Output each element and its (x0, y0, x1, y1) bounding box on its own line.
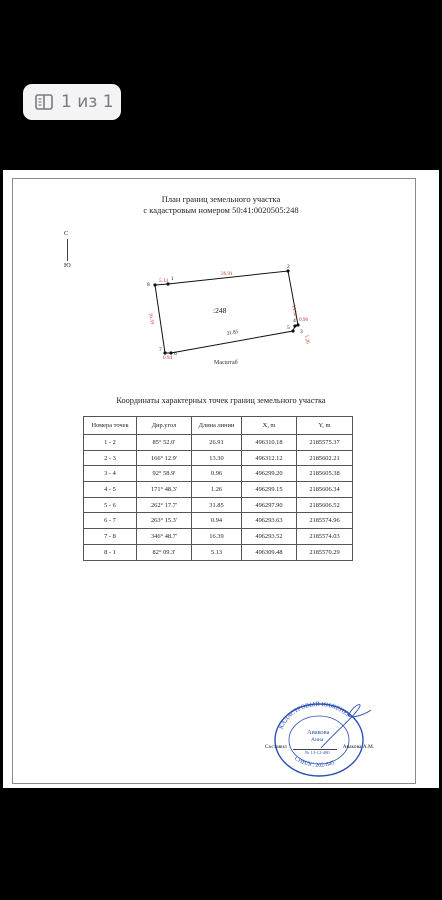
cell: 5.13 (192, 544, 242, 560)
page-counter-badge[interactable] (23, 84, 121, 120)
boundary-point-3 (296, 323, 299, 326)
length-label-1-2: 26.91 (221, 271, 233, 277)
cell: 26.91 (192, 435, 242, 451)
boundary-point-8 (153, 283, 156, 286)
length-label-3-4: 0.96 (299, 317, 309, 323)
signature-line (265, 744, 405, 750)
stamp-id: № 13-12-480 (305, 750, 330, 755)
length-label-7-8: 16.39 (147, 312, 155, 325)
cell: 2185605.38 (297, 466, 353, 482)
stamp-name: Авакова (307, 729, 330, 736)
cell: 8 - 1 (84, 544, 137, 560)
point-label-7: 7 (159, 347, 162, 353)
cell: 31.85 (192, 497, 242, 513)
signature-role: Составил (265, 744, 287, 750)
cell: 0.94 (192, 513, 242, 529)
cell: 263° 15.3' (137, 513, 192, 529)
table-row (84, 497, 353, 513)
point-label-1: 1 (171, 276, 174, 282)
cell: 85° 52.0' (137, 435, 192, 451)
cell: 346° 48.7' (137, 529, 192, 545)
length-label-2-3: 13.30 (290, 304, 298, 317)
cell: 13.30 (192, 450, 242, 466)
document-subtitle: с кадастровым номером 50:41:0020505:248 (143, 205, 299, 215)
point-label-2: 2 (287, 264, 290, 270)
cell: 3 - 4 (84, 466, 137, 482)
point-label-5: 5 (287, 325, 290, 331)
north-arrow (61, 230, 75, 272)
cell: 2185602.21 (297, 450, 353, 466)
cell: 496299.20 (242, 466, 297, 482)
table-header-row (84, 417, 353, 435)
cell: 262° 17.7' (137, 497, 192, 513)
cell: 166° 12.9' (137, 450, 192, 466)
cell: 5 - 6 (84, 497, 137, 513)
cell: 1 - 2 (84, 435, 137, 451)
cell: 0.96 (192, 466, 242, 482)
stamp-ring-top-text: КАДАСТРОВЫЙ ИНЖЕНЕР (277, 700, 352, 731)
cell: 2185570.29 (297, 544, 353, 560)
table-row (84, 435, 353, 451)
length-label-8-1: 5.13 (159, 278, 169, 284)
parcel-boundary (155, 271, 298, 353)
north-arrow-line (67, 239, 68, 261)
cell: 496309.48 (242, 544, 297, 560)
cell: 7 - 8 (84, 529, 137, 545)
cell: 2185606.34 (297, 482, 353, 498)
stamp-name2: Анна (311, 737, 324, 743)
north-label: С (64, 230, 69, 237)
cell: 82° 09.3' (137, 544, 192, 560)
cell: 171° 48.3' (137, 482, 192, 498)
cell: 2185606.52 (297, 497, 353, 513)
south-label: Ю (64, 262, 71, 269)
book-icon (35, 94, 53, 110)
table-row (84, 466, 353, 482)
table-row (84, 529, 353, 545)
point-label-8: 8 (147, 282, 150, 288)
cell: 496293.52 (242, 529, 297, 545)
signature-name: Авакова А.М. (342, 744, 375, 750)
header-points: Номера точек (84, 417, 137, 435)
cell: 2185574.96 (297, 513, 353, 529)
table-row (84, 513, 353, 529)
boundary-point-5 (291, 329, 294, 332)
cell: 2185574.03 (297, 529, 353, 545)
length-label-6-7: 0.94 (163, 355, 173, 361)
parcel-number-label: :248 (213, 306, 227, 315)
document-title: План границ земельного участка (161, 194, 281, 204)
header-x: X, m (242, 417, 297, 435)
cell: 496310.18 (242, 435, 297, 451)
cell: 4 - 5 (84, 482, 137, 498)
coordinates-table (83, 416, 353, 561)
point-label-6: 6 (174, 351, 177, 357)
cell: 2 - 3 (84, 450, 137, 466)
parcel-plan (123, 264, 323, 361)
cell: 16.39 (192, 529, 242, 545)
scale-label: Масштаб (214, 360, 238, 366)
document-page (3, 170, 439, 788)
cell: 496293.63 (242, 513, 297, 529)
cell: 92° 58.9' (137, 466, 192, 482)
table-row (84, 544, 353, 560)
engineer-stamp (259, 690, 379, 780)
cell: 2185575.37 (297, 435, 353, 451)
cell: 496312.12 (242, 450, 297, 466)
cell: 6 - 7 (84, 513, 137, 529)
length-label-4-5: 1.26 (303, 334, 311, 345)
table-row (84, 450, 353, 466)
header-direction: Дир.угол (137, 417, 192, 435)
page-counter-label: 1 из 1 (61, 92, 114, 112)
header-length: Длина линии (192, 417, 242, 435)
point-label-4: 4 (293, 318, 296, 324)
signature-underline (293, 744, 337, 750)
cell: 1.26 (192, 482, 242, 498)
cell: 496297.90 (242, 497, 297, 513)
cell: 496299.15 (242, 482, 297, 498)
boundary-point-4 (293, 324, 296, 327)
coordinates-title: Координаты характерных точек границ земельного участка (116, 396, 326, 405)
length-label-5-6: 31.85 (226, 329, 239, 337)
point-label-3: 3 (300, 329, 303, 335)
header-y: Y, m (297, 417, 353, 435)
stamp-ring-bottom-text: СНИЛС 202-845 (293, 755, 336, 769)
table-row (84, 482, 353, 498)
